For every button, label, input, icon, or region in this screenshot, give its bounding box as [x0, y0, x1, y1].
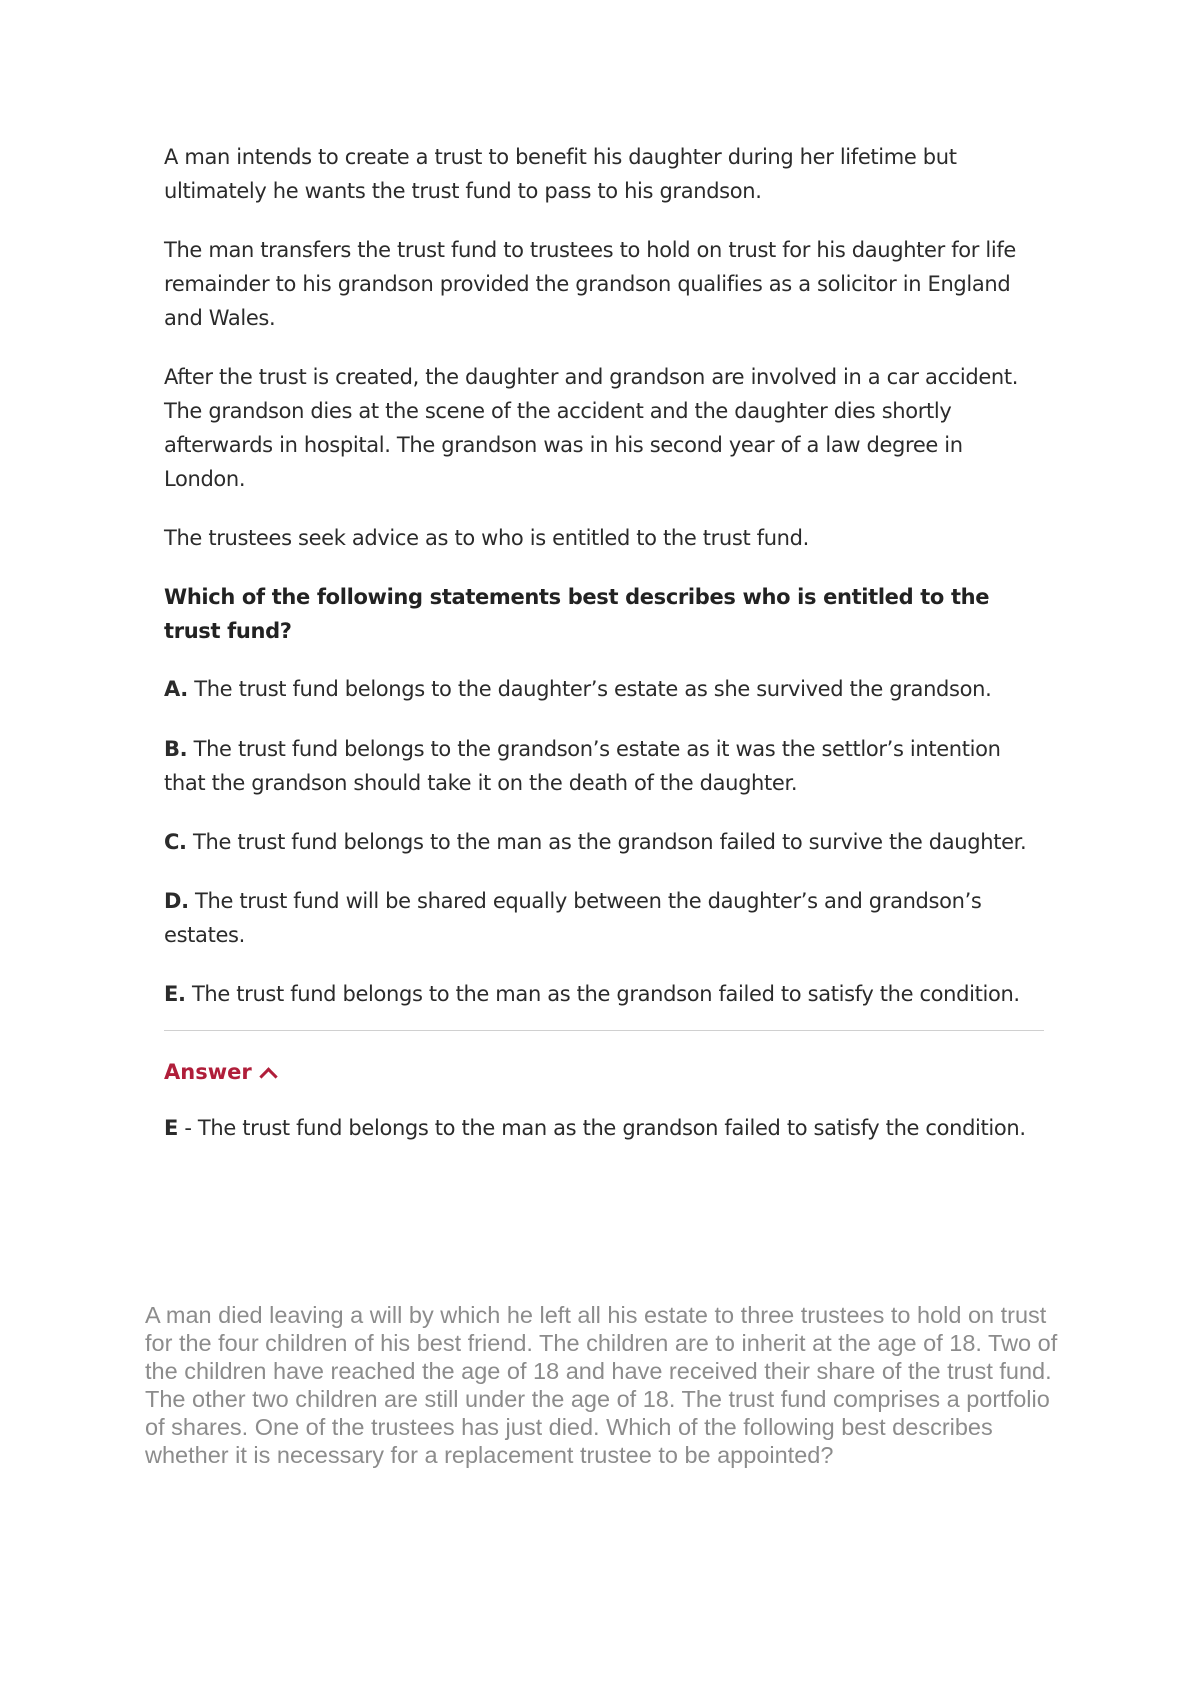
answer-label: Answer [164, 1060, 252, 1084]
question-prompt-text: Which of the following statements best describes who is entitled to the trust fund? [164, 585, 990, 643]
chevron-up-icon [259, 1067, 277, 1085]
scenario-paragraph-1 [164, 140, 1044, 208]
option-text: The trust fund belongs to the man as the grandson failed to survive the daughter. [186, 830, 1027, 854]
answer-content [164, 1111, 1044, 1145]
option-letter: C. [164, 830, 187, 854]
divider [164, 1030, 1044, 1031]
question-prompt [164, 580, 1044, 648]
option-d [164, 884, 1044, 952]
option-e [164, 977, 1044, 1011]
scenario-paragraph-2 [164, 233, 1044, 335]
answer-toggle-button[interactable] [164, 1060, 275, 1084]
scenario-text: After the trust is created, the daughter and grandson are involved in a car accident. The grandson dies at the scene of the accident and the daughter dies shortly afterwards in hospital. The grandson was in his second year of a law degree in London. [164, 365, 1019, 491]
scenario-text: The man transfers the trust fund to trustees to hold on trust for his daughter for life remainder to his grandson provided the grandson qualifies as a solicitor in England and Wales. [164, 238, 1016, 330]
scenario-text: A man intends to create a trust to benefit his daughter during her lifetime but ultimately he wants the trust fund to pass to his grandson. [164, 145, 957, 203]
option-letter: D. [164, 889, 189, 913]
option-text: The trust fund will be shared equally between the daughter’s and grandson’s estates. [164, 889, 982, 947]
option-text: The trust fund belongs to the grandson’s estate as it was the settlor’s intention that the grandson should take it on the death of the daughter. [164, 737, 1001, 795]
scenario-paragraph-3 [164, 360, 1044, 496]
option-letter: E. [164, 982, 186, 1006]
option-b [164, 732, 1044, 800]
answer-letter: E [164, 1116, 178, 1140]
option-c [164, 825, 1044, 859]
option-letter: B. [164, 737, 188, 761]
option-text: The trust fund belongs to the man as the grandson failed to satisfy the condition. [185, 982, 1020, 1006]
scenario-text: The trustees seek advice as to who is entitled to the trust fund. [164, 526, 809, 550]
scenario-paragraph-4 [164, 521, 1044, 555]
option-text: The trust fund belongs to the daughter’s estate as she survived the grandson. [187, 677, 992, 701]
option-a [164, 672, 1044, 706]
option-letter: A. [164, 677, 188, 701]
answer-text: - The trust fund belongs to the man as the grandson failed to satisfy the condition. [178, 1116, 1026, 1140]
second-question-text: A man died leaving a will by which he left all his estate to three trustees to hold on trust for the four children of his best friend. The children are to inherit at the age of 18. Two of the children have reached the age of 18 and have received their share of the trust fund. The other two children are still under the age of 18. The trust fund comprises a portfolio of shares. One of the trustees has just died. Which of the following best describes whether it is necessary for a replacement trustee to be appointed? [145, 1302, 1058, 1468]
